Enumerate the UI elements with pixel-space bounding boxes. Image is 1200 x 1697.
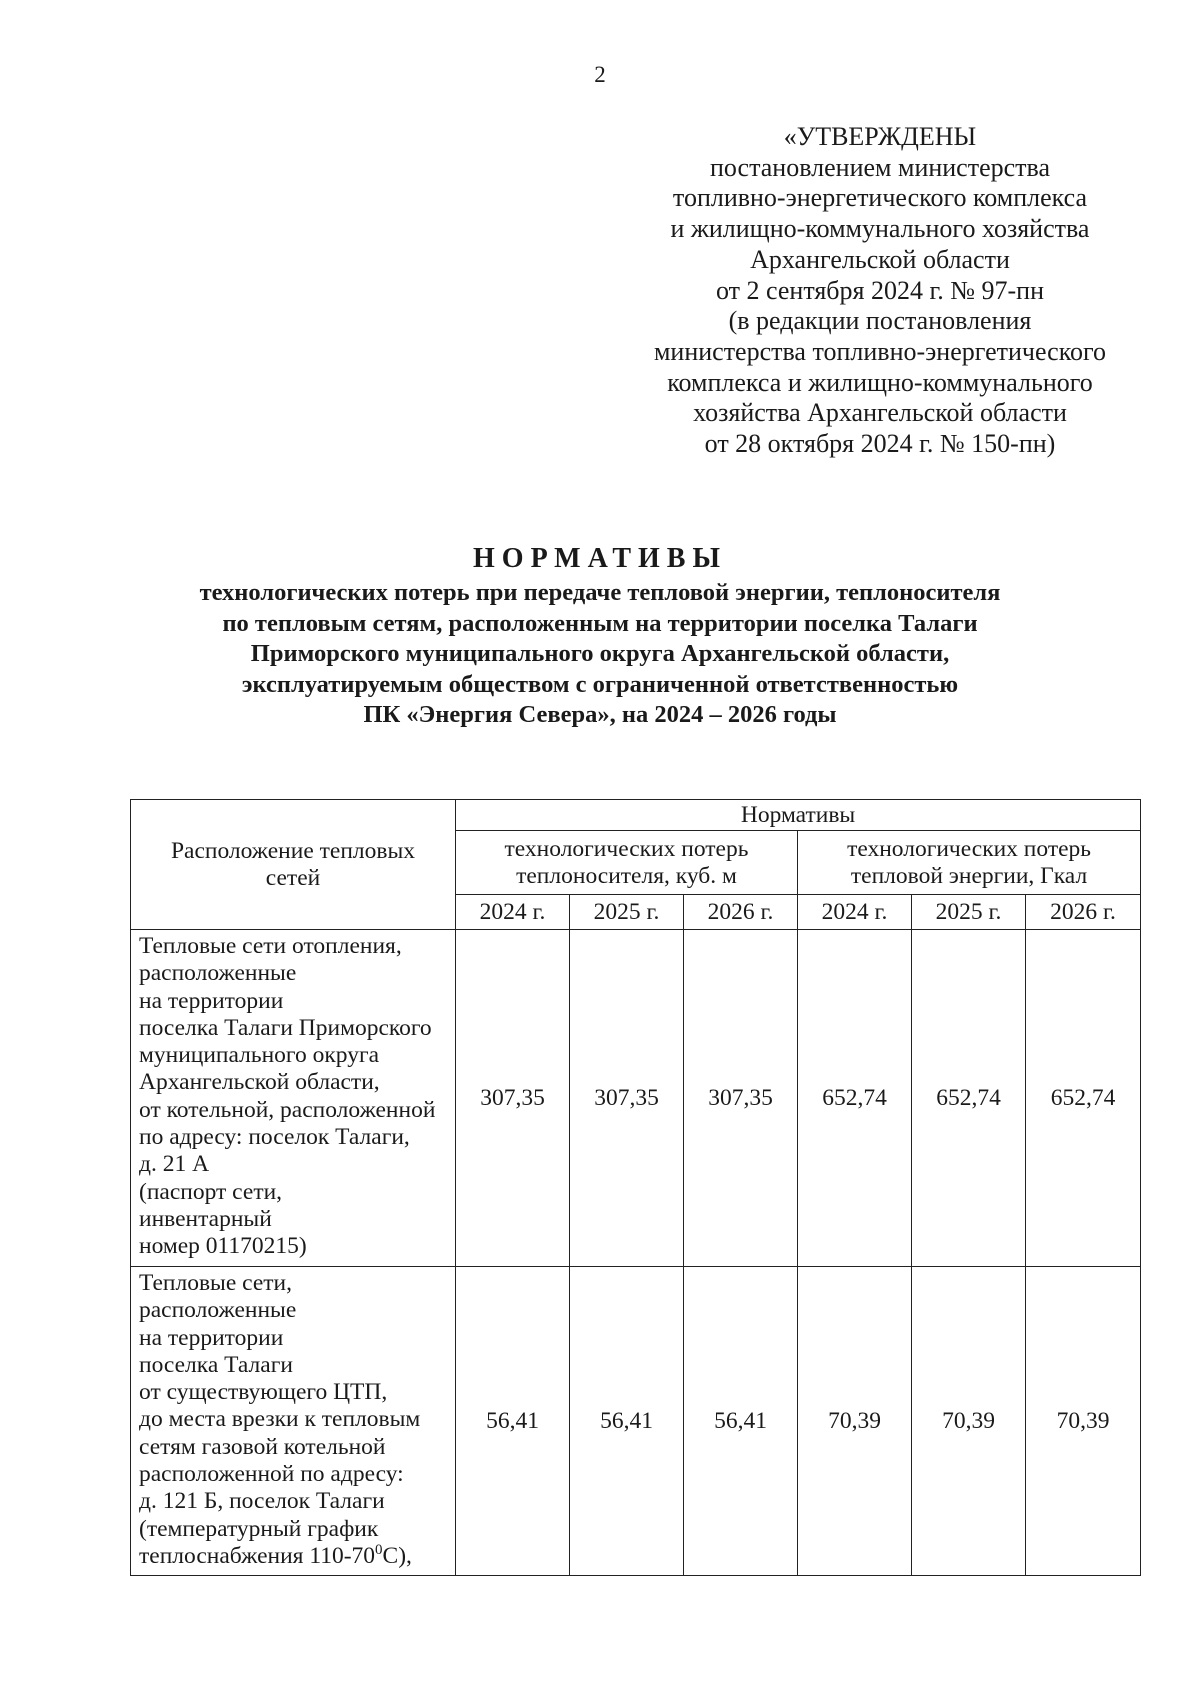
- location-line: от котельной, расположенной: [139, 1096, 436, 1123]
- location-line: д. 121 Б, поселок Талаги: [139, 1488, 385, 1515]
- subtitle-line: эксплуатируемым обществом с ограниченной ответственностью: [241, 670, 959, 698]
- location-line: Архангельской области,: [139, 1069, 380, 1096]
- subtitle-line: по тепловым сетям, расположенным на территории поселка Талаги: [222, 609, 978, 637]
- header-coolant-losses: технологических потерь теплоносителя, куб. м: [456, 831, 798, 895]
- location-cell: [131, 930, 456, 1267]
- approval-line: топливно-энергетического комплекса: [672, 183, 1088, 213]
- header-location: Расположение тепловых сетей: [131, 800, 456, 930]
- subtitle-line: технологических потерь при передаче тепловой энергии, теплоносителя: [199, 579, 1001, 606]
- location-line: расположенные: [139, 1297, 297, 1324]
- header-heat-losses: технологических потерь тепловой энергии, Гкал: [798, 831, 1141, 895]
- approval-line: (в редакции постановления: [728, 306, 1032, 336]
- location-line: Тепловые сети,: [139, 1270, 293, 1296]
- location-line: расположенные: [139, 960, 297, 987]
- value-cell: 56,41: [456, 1267, 570, 1576]
- value-cell: 652,74: [912, 930, 1026, 1267]
- header-year: 2025 г.: [570, 895, 684, 930]
- approval-line: «УТВЕРЖДЕНЫ: [783, 122, 977, 151]
- location-line: д. 21 А: [139, 1151, 210, 1178]
- location-cell: [131, 1267, 456, 1576]
- location-line: на территории: [139, 1324, 284, 1351]
- location-line: поселка Талаги Приморского: [139, 1014, 432, 1041]
- location-line: Тепловые сети отопления,: [139, 933, 402, 959]
- location-line: номер 01170215): [139, 1233, 307, 1260]
- document-title: НОРМАТИВЫ: [473, 543, 727, 574]
- value-cell: 56,41: [684, 1267, 798, 1576]
- page-number: 2: [594, 62, 606, 87]
- approval-line: министерства топливно-энергетического: [653, 336, 1107, 366]
- location-line: муниципального округа: [139, 1042, 380, 1069]
- location-line: на территории: [139, 987, 284, 1014]
- location-line: (паспорт сети,: [139, 1178, 283, 1205]
- value-cell: 70,39: [798, 1267, 912, 1576]
- approval-line: хозяйства Архангельской области: [693, 398, 1067, 428]
- degree-superscript: 0: [375, 1542, 383, 1559]
- location-line: (температурный график: [139, 1515, 379, 1542]
- value-cell: 56,41: [570, 1267, 684, 1576]
- table-row: [131, 1267, 1141, 1576]
- value-cell: 307,35: [684, 930, 798, 1267]
- location-line: расположенной по адресу:: [139, 1461, 404, 1488]
- location-line: поселка Талаги: [139, 1351, 293, 1378]
- location-line: инвентарный: [139, 1205, 272, 1232]
- approval-line: Архангельской области: [750, 244, 1010, 274]
- header-normatives: Нормативы: [456, 800, 1141, 831]
- location-text: теплоснабжения 110-70: [139, 1542, 376, 1569]
- value-cell: 307,35: [456, 930, 570, 1267]
- approval-line: от 2 сентября 2024 г. № 97-пн: [715, 275, 1045, 305]
- header-year: 2026 г.: [1026, 895, 1141, 930]
- approval-block: [600, 122, 1160, 460]
- location-line: [139, 1543, 451, 1570]
- value-cell: 652,74: [798, 930, 912, 1267]
- location-text: С),: [382, 1542, 412, 1569]
- header-row: [131, 800, 1141, 831]
- location-line: сетям газовой котельной: [139, 1433, 386, 1460]
- value-cell: 307,35: [570, 930, 684, 1267]
- approval-line: постановлением министерства: [709, 152, 1051, 182]
- document-subtitle: [0, 578, 1200, 731]
- table-row: [131, 930, 1141, 1267]
- location-line: от существующего ЦТП,: [139, 1379, 388, 1406]
- value-cell: 70,39: [912, 1267, 1026, 1576]
- value-cell: 70,39: [1026, 1267, 1141, 1576]
- subtitle-line: ПК «Энергия Севера», на 2024 – 2026 годы: [363, 701, 837, 728]
- header-year: 2026 г.: [684, 895, 798, 930]
- header-year: 2024 г.: [798, 895, 912, 930]
- normatives-table: [130, 799, 1141, 1576]
- location-line: по адресу: поселок Талаги,: [139, 1124, 410, 1151]
- header-year: 2025 г.: [912, 895, 1026, 930]
- subtitle-line: Приморского муниципального округа Архангельской области,: [250, 640, 950, 667]
- approval-line: и жилищно-коммунального хозяйства: [670, 214, 1090, 244]
- header-year: 2024 г.: [456, 895, 570, 930]
- location-line: до места врезки к тепловым: [139, 1406, 421, 1433]
- value-cell: 652,74: [1026, 930, 1141, 1267]
- approval-line: комплекса и жилищно-коммунального: [667, 367, 1093, 397]
- approval-line: от 28 октября 2024 г. № 150-пн): [704, 429, 1056, 459]
